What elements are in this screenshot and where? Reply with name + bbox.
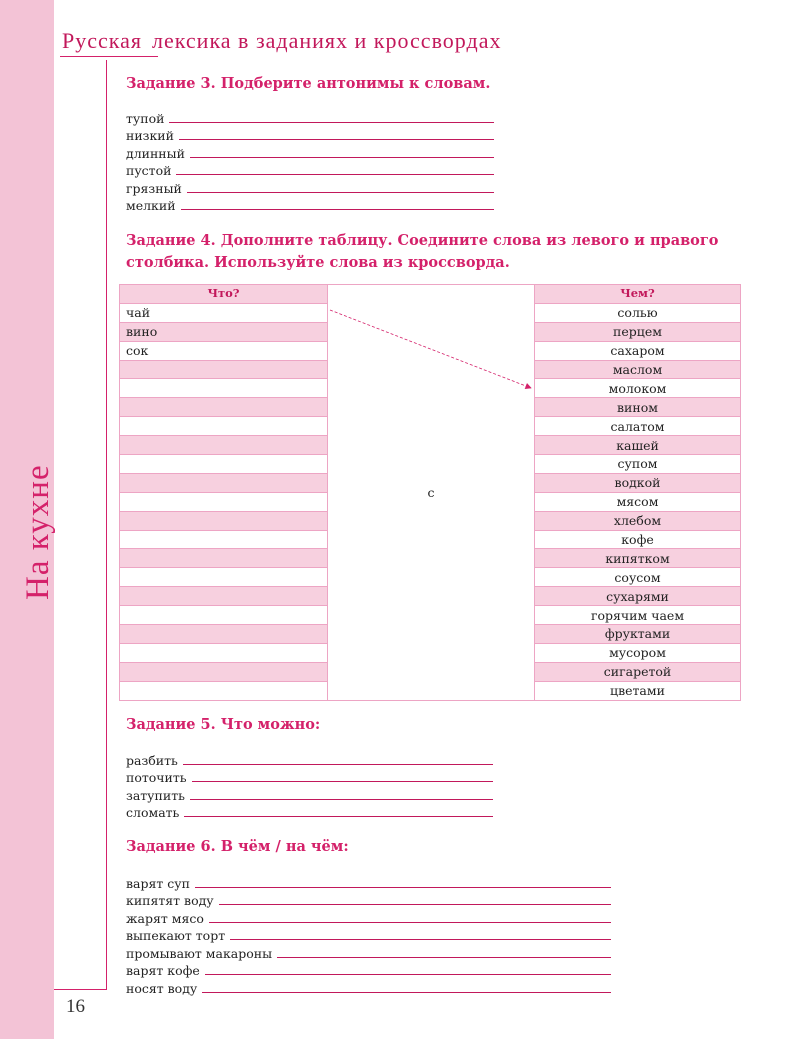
task6-list [126, 873, 611, 996]
task3-word: пустой [126, 163, 172, 178]
right-cell: сухарями [535, 587, 741, 606]
matching-table [119, 284, 741, 701]
page-number: 16 [66, 996, 85, 1017]
task3-word: низкий [126, 128, 174, 143]
left-cell[interactable] [120, 436, 328, 455]
task6-row [126, 891, 611, 909]
right-cell: водкой [535, 473, 741, 492]
left-cell[interactable] [120, 606, 328, 625]
left-cell[interactable]: чай [120, 303, 328, 322]
task3-word: длинный [126, 145, 185, 161]
left-cell[interactable] [120, 511, 328, 530]
middle-connector-cell: с [328, 285, 535, 701]
right-cell: сахаром [535, 341, 741, 360]
right-cell: вином [535, 398, 741, 417]
left-cell[interactable] [120, 568, 328, 587]
task5-word: разбить [126, 752, 178, 768]
left-cell[interactable] [120, 455, 328, 474]
right-column-header: Чем? [535, 285, 741, 304]
task5-answer-line[interactable] [192, 781, 493, 782]
task3-row [126, 161, 494, 179]
left-cell[interactable] [120, 417, 328, 436]
left-cell[interactable] [120, 625, 328, 644]
left-cell[interactable] [120, 681, 328, 700]
left-cell[interactable] [120, 587, 328, 606]
frame-horizontal-line [54, 989, 107, 990]
task5-row [126, 768, 493, 786]
task3-answer-line[interactable] [169, 122, 494, 123]
task4-title-line2: столбика. Используйте слова из кроссворда. [126, 254, 510, 271]
left-cell[interactable] [120, 549, 328, 568]
task3-row [126, 196, 494, 214]
task5-word: поточить [126, 770, 187, 785]
left-cell[interactable]: сок [120, 341, 328, 360]
right-cell: кашей [535, 436, 741, 455]
right-cell: горячим чаем [535, 606, 741, 625]
task6-title: Задание 6. В чём / на чём: [126, 838, 349, 855]
left-cell[interactable] [120, 643, 328, 662]
task3-answer-line[interactable] [179, 139, 494, 140]
section-title: На кухне [20, 464, 56, 600]
task5-row [126, 803, 493, 821]
task3-word: тупой [126, 110, 165, 126]
task3-answer-line[interactable] [190, 157, 494, 158]
task3-row [126, 108, 494, 126]
task6-word: варят суп [126, 875, 190, 891]
left-cell[interactable] [120, 398, 328, 417]
task6-answer-line[interactable] [230, 939, 611, 940]
table-header-row [120, 285, 741, 304]
right-cell: фруктами [535, 625, 741, 644]
book-title [62, 28, 501, 54]
task6-answer-line[interactable] [209, 922, 611, 923]
right-cell: солью [535, 303, 741, 322]
task5-row [126, 750, 493, 768]
task6-row [126, 908, 611, 926]
task3-answer-line[interactable] [181, 209, 494, 210]
task6-word: выпекают торт [126, 928, 226, 943]
task5-word: затупить [126, 787, 185, 803]
task5-list [126, 750, 493, 820]
right-cell: мусором [535, 643, 741, 662]
task6-row [126, 943, 611, 961]
task6-row [126, 978, 611, 996]
task3-list [126, 108, 494, 213]
left-cell[interactable] [120, 379, 328, 398]
task6-answer-line[interactable] [219, 904, 611, 905]
right-cell: кипятком [535, 549, 741, 568]
task5-answer-line[interactable] [190, 799, 493, 800]
right-cell: хлебом [535, 511, 741, 530]
task6-word: варят кофе [126, 963, 200, 978]
task6-row [126, 926, 611, 944]
right-cell: сигаретой [535, 662, 741, 681]
header-underline [60, 56, 158, 57]
right-cell: мясом [535, 492, 741, 511]
task3-row [126, 126, 494, 144]
task3-answer-line[interactable] [176, 174, 494, 175]
task6-answer-line[interactable] [195, 887, 611, 888]
book-title-part2: лексика в заданиях и кроссвордах [152, 28, 502, 53]
right-cell: супом [535, 455, 741, 474]
left-cell[interactable] [120, 662, 328, 681]
task6-word: носят воду [126, 980, 198, 996]
right-cell: кофе [535, 530, 741, 549]
task6-row [126, 961, 611, 979]
right-cell: молоком [535, 379, 741, 398]
task5-row [126, 785, 493, 803]
task3-row [126, 143, 494, 161]
task5-word: сломать [126, 805, 180, 820]
task4-title-line1: Задание 4. Дополните таблицу. Соедините слова из левого и правого [126, 232, 719, 249]
left-cell[interactable] [120, 473, 328, 492]
left-cell[interactable] [120, 492, 328, 511]
right-cell: перцем [535, 322, 741, 341]
right-cell: цветами [535, 681, 741, 700]
right-cell: маслом [535, 360, 741, 379]
right-cell: соусом [535, 568, 741, 587]
left-cell[interactable]: вино [120, 322, 328, 341]
task3-word: мелкий [126, 198, 176, 213]
task6-word: промывают макароны [126, 945, 273, 961]
left-cell[interactable] [120, 360, 328, 379]
left-column-header: Что? [120, 285, 328, 304]
task6-row [126, 873, 611, 891]
task6-answer-line[interactable] [202, 992, 611, 993]
task5-title: Задание 5. Что можно: [126, 716, 321, 733]
right-cell: салатом [535, 417, 741, 436]
task5-answer-line[interactable] [184, 816, 493, 817]
task6-word: жарят мясо [126, 910, 204, 926]
task5-answer-line[interactable] [183, 764, 493, 765]
book-title-part1: Русская [62, 28, 143, 53]
task3-answer-line[interactable] [187, 192, 494, 193]
task3-row [126, 178, 494, 196]
task6-answer-line[interactable] [277, 957, 611, 958]
task6-answer-line[interactable] [205, 974, 611, 975]
task3-title: Задание 3. Подберите антонимы к словам. [126, 75, 491, 92]
task6-word: кипятят воду [126, 893, 214, 908]
task3-word: грязный [126, 180, 182, 196]
frame-vertical-line [106, 60, 107, 990]
left-cell[interactable] [120, 530, 328, 549]
